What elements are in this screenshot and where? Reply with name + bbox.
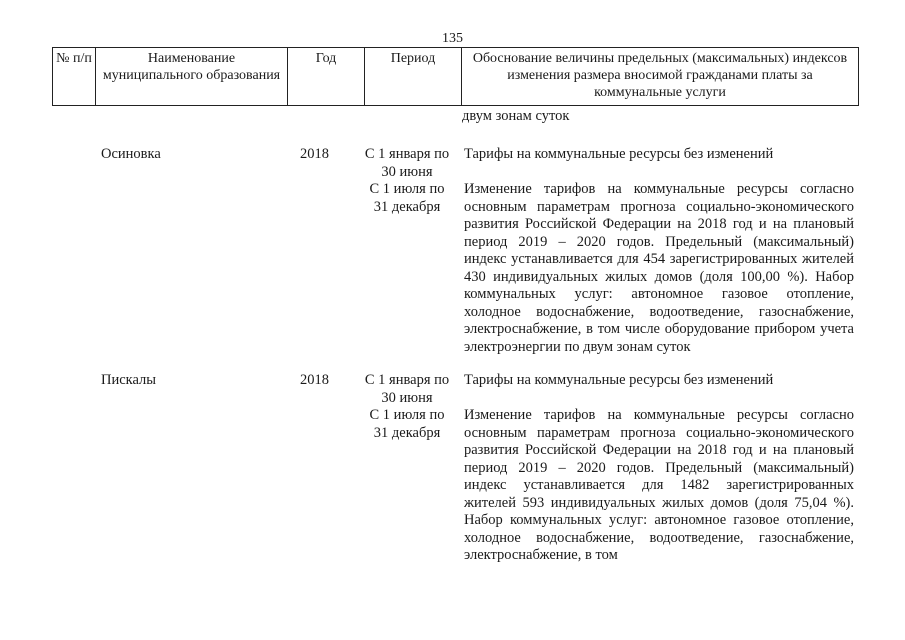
row-period-first: С 1 января по 30 июня bbox=[364, 146, 450, 180]
header-year: Год bbox=[288, 48, 365, 106]
row-period-second: С 1 июля по 31 декабря bbox=[369, 407, 445, 441]
header-basis: Обоснование величины предельных (максимальных) индексов изменения размера вносимой гражданами платы за коммунальные услуги bbox=[462, 48, 859, 106]
page-number: 135 bbox=[442, 31, 463, 46]
row-period-second: С 1 июля по 31 декабря bbox=[369, 181, 445, 215]
table-header bbox=[52, 47, 859, 106]
header-period: Период bbox=[365, 48, 462, 106]
row-year: 2018 bbox=[300, 146, 329, 162]
row-name: Пискалы bbox=[101, 372, 157, 388]
row-basis-second: Изменение тарифов на коммунальные ресурсы согласно основным параметрам прогноза социально-экономического развития Российской Федерации на 2018 год и на плановый период 2019 – 2020 годов. Предельный (максимальный) индекс устанавливается для 454 зарегистрированных жителей 430 индивидуальных жилых домов (доля 100,00 %). Набор коммунальных услуг: автономное газовое отопление, холодное водоснабжение, водоотведение, газоснабжение, электроснабжение, в том числе оборудование прибором учета электроэнергии по двум зонам суток bbox=[464, 181, 854, 355]
header-num: № п/п bbox=[53, 48, 96, 106]
row-basis-second: Изменение тарифов на коммунальные ресурсы согласно основным параметрам прогноза социально-экономического развития Российской Федерации на 2018 год и на плановый период 2019 – 2020 годов. Предельный (максимальный) индекс устанавливается для 1482 зарегистрированных жителей 593 индивидуальных жилых домов (доля 75,04 %). Набор коммунальных услуг: автономное газовое отопление, холодное водоснабжение, водоотведение, газоснабжение, электроснабжение, в том bbox=[464, 407, 854, 563]
header-name: Наименование муниципального образования bbox=[96, 48, 288, 106]
row-period-first: С 1 января по 30 июня bbox=[364, 372, 450, 406]
row-basis-first: Тарифы на коммунальные ресурсы без изменений bbox=[464, 372, 774, 388]
row-name: Осиновка bbox=[101, 146, 161, 162]
continuation-text: двум зонам суток bbox=[462, 108, 570, 124]
row-year: 2018 bbox=[300, 372, 329, 388]
row-basis-first: Тарифы на коммунальные ресурсы без изменений bbox=[464, 146, 774, 162]
